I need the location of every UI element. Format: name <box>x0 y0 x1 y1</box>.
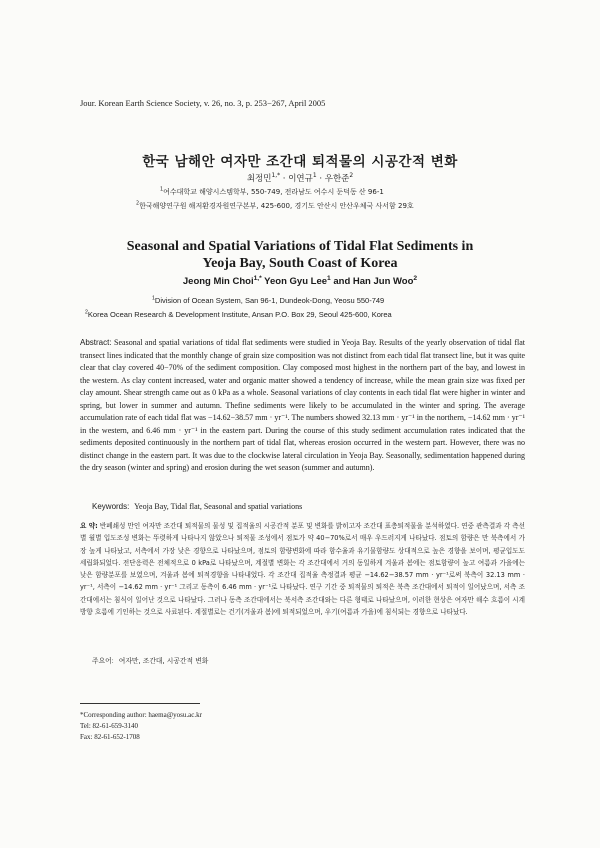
korean-keywords-label: 주요어: <box>92 658 114 665</box>
keywords-label: Keywords: <box>92 502 130 511</box>
abstract-label: Abstract: <box>80 338 112 347</box>
affiliation-marker: 1 <box>152 295 155 302</box>
english-author-2: Yeon Gyu Lee <box>261 276 328 287</box>
english-keywords <box>92 502 302 511</box>
english-title-line-2: Yeoja Bay, South Coast of Korea <box>202 256 398 271</box>
korean-author-2-sup: 1 <box>312 172 317 180</box>
footnote-corresponding-author: *Corresponding author: haema@yosu.ac.kr <box>80 711 202 719</box>
korean-abstract <box>80 520 525 618</box>
english-title-line-1: Seasonal and Spatial Variations of Tidal Flat Sediments in <box>126 239 474 254</box>
english-authors <box>0 276 600 287</box>
english-author-2-sup: 1 <box>327 274 331 282</box>
affiliation-text: Korea Ocean Research & Development Institute, Ansan P.O. Box 29, Seoul 425-600, Korea <box>87 310 392 319</box>
footnote-divider <box>80 703 200 704</box>
affiliation-text: Division of Ocean System, San 96-1, Dundeok-Dong, Yeosu 550-749 <box>154 296 385 305</box>
korean-author-1: 최정민 <box>246 174 272 184</box>
english-affiliation-2 <box>85 310 392 319</box>
abstract-text: Seasonal and spatial variations of tidal flat sediments were studied in Yeoja Bay. Results of the yearly observation of tidal flat transect lines indicated that the monthly change of grain size composition was not distinct from each tidal flat transect line, but it was quite clear that clay covered 40−70% of the sediment composition. Clay composed most highest in the northern part of the bay, and lowest in the western. As clay content increased, water and organic matter showed a tendency of increase, while the mean grain size was fixed per clay amount. Shear strength came out as 0 kPa as a whole. Seasonal variations of clay contents in each tidal flat were higher in winter and spring, but lower in summer and autumn. Thefine sediments were likely to be accumulated in the winter and spring. The average accumulation rate of each tidal flat was −14.62−38.57 mm · yr⁻¹. The numbers showed 32.13 mm · yr⁻¹ in the northern, −14.62 mm · yr⁻¹ in the western, and 6.46 mm · yr⁻¹ in the eastern part. During the course of this study sediment accumulation rates indicated that the sediments deposited continuously in the northern part of tidal flat, whereas erosion occurred in the western part. However, there was no distinct change in the eastern part. It was due to the clockwise lateral circulation in Yeoja Bay. Seasonally, sedimentation happened during the dry season (winter and spring) and erosion during the wet season (summer and autumn). <box>80 338 525 473</box>
korean-abstract-label: 요 약: <box>80 522 98 530</box>
korean-author-3-sup: 2 <box>349 172 354 180</box>
korean-author-3: 우한준 <box>324 174 350 184</box>
keywords-text: Yeoja Bay, Tidal flat, Seasonal and spatial variations <box>134 502 303 511</box>
english-affiliation-1 <box>152 296 384 305</box>
korean-author-2: 이연규 <box>288 174 313 184</box>
english-author-3-sup: 2 <box>413 274 418 282</box>
footnote-tel: Tel: 82-61-659-3140 <box>80 722 139 730</box>
english-author-1-sup: 1,* <box>253 274 262 282</box>
korean-keywords <box>92 655 208 665</box>
korean-affiliation-1 <box>160 187 384 197</box>
korean-author-separator: · <box>316 174 325 184</box>
english-author-and: and <box>330 276 353 287</box>
affiliation-marker: 2 <box>85 309 88 316</box>
english-abstract <box>80 337 525 475</box>
korean-keywords-text: 여자만, 조간대, 시공간적 변화 <box>118 657 209 665</box>
korean-title: 한국 남해안 여자만 조간대 퇴적물의 시공간적 변화 <box>142 154 458 170</box>
korean-author-separator: · <box>280 174 289 184</box>
korean-abstract-text: 반폐쇄성 만인 여자만 조간대 퇴적물의 물성 및 집적율의 시공간적 분포 및 변화를 밝히고자 조간대 표층퇴적물을 분석하였다. 연중 관측결과 각 측선별 월별 입도조성 변화는 뚜렷하게 나타나지 않았으나 퇴적물 조성에서 점토가 약 40−70%로서 매우 우드러지게 나타났다. 점토의 함량은 만 북측에서 가장 높게 나타났고, 서측에서 가장 낮은 경향으로 나타났으며, 점토의 함량변화에 따라 함수율과 유기물함량도 상대적으로 높은 경향을 보이며, 평균입도도 세립화되었다. 전단응력은 전체적으로 0 kPa로 나타났으며, 계절별 변화는 각 조간대에서 거의 동일하게 겨울과 봄에는 점토함량이 높고 여름과 가을에는 낮은 함량분포를 보였으며, 겨울과 봄에 퇴적경향을 나타내었다. 각 조간대 집적율 측정결과 평균 −14.62−38.57 mm · yr⁻¹로써 북측이 32.13 mm · yr⁻¹, 서측이 −14.62 mm · yr⁻¹ 그리고 동측이 6.46 mm · yr⁻¹로 나타났다. 연구 기간 중 퇴적물의 퇴적은 북측 조간대에서 퇴적이 일어났으며, 서측 조간대에서는 침식이 일어난 것으로 나타났다. 그러나 동측 조간대에서는 북서측 조간대와는 다른 형태로 나타났으며, 이러한 현상은 여자만 해수 흐름이 시계방향 흐름에 기인하는 것으로 사료된다. 계절별로는 건기(겨울과 봄)에 퇴적되었으며, 우기(여름과 가을)에 침식되는 경향으로 나타났다. <box>80 522 525 617</box>
korean-affiliation-2 <box>136 201 414 211</box>
english-title <box>0 238 600 272</box>
affiliation-text: 한국해양연구원 해저환경자원연구본부, 425-600, 경기도 안산시 안산우체국 사서함 29호 <box>139 202 414 210</box>
affiliation-marker: 2 <box>136 200 140 207</box>
affiliation-text: 여수대학교 해양시스템학부, 550-749, 전라남도 여수시 둔덕동 산 96-1 <box>163 188 384 196</box>
english-author-3: Han Jun Woo <box>352 276 414 287</box>
english-author-1: Jeong Min Choi <box>182 276 254 287</box>
korean-authors <box>0 172 600 184</box>
korean-author-1-sup: 1,* <box>271 172 281 180</box>
footnote-fax: Fax: 82-61-652-1708 <box>80 733 140 741</box>
affiliation-marker: 1 <box>160 186 164 193</box>
journal-citation: Jour. Korean Earth Science Society, v. 26, no. 3, p. 253−267, April 2005 <box>80 98 326 108</box>
